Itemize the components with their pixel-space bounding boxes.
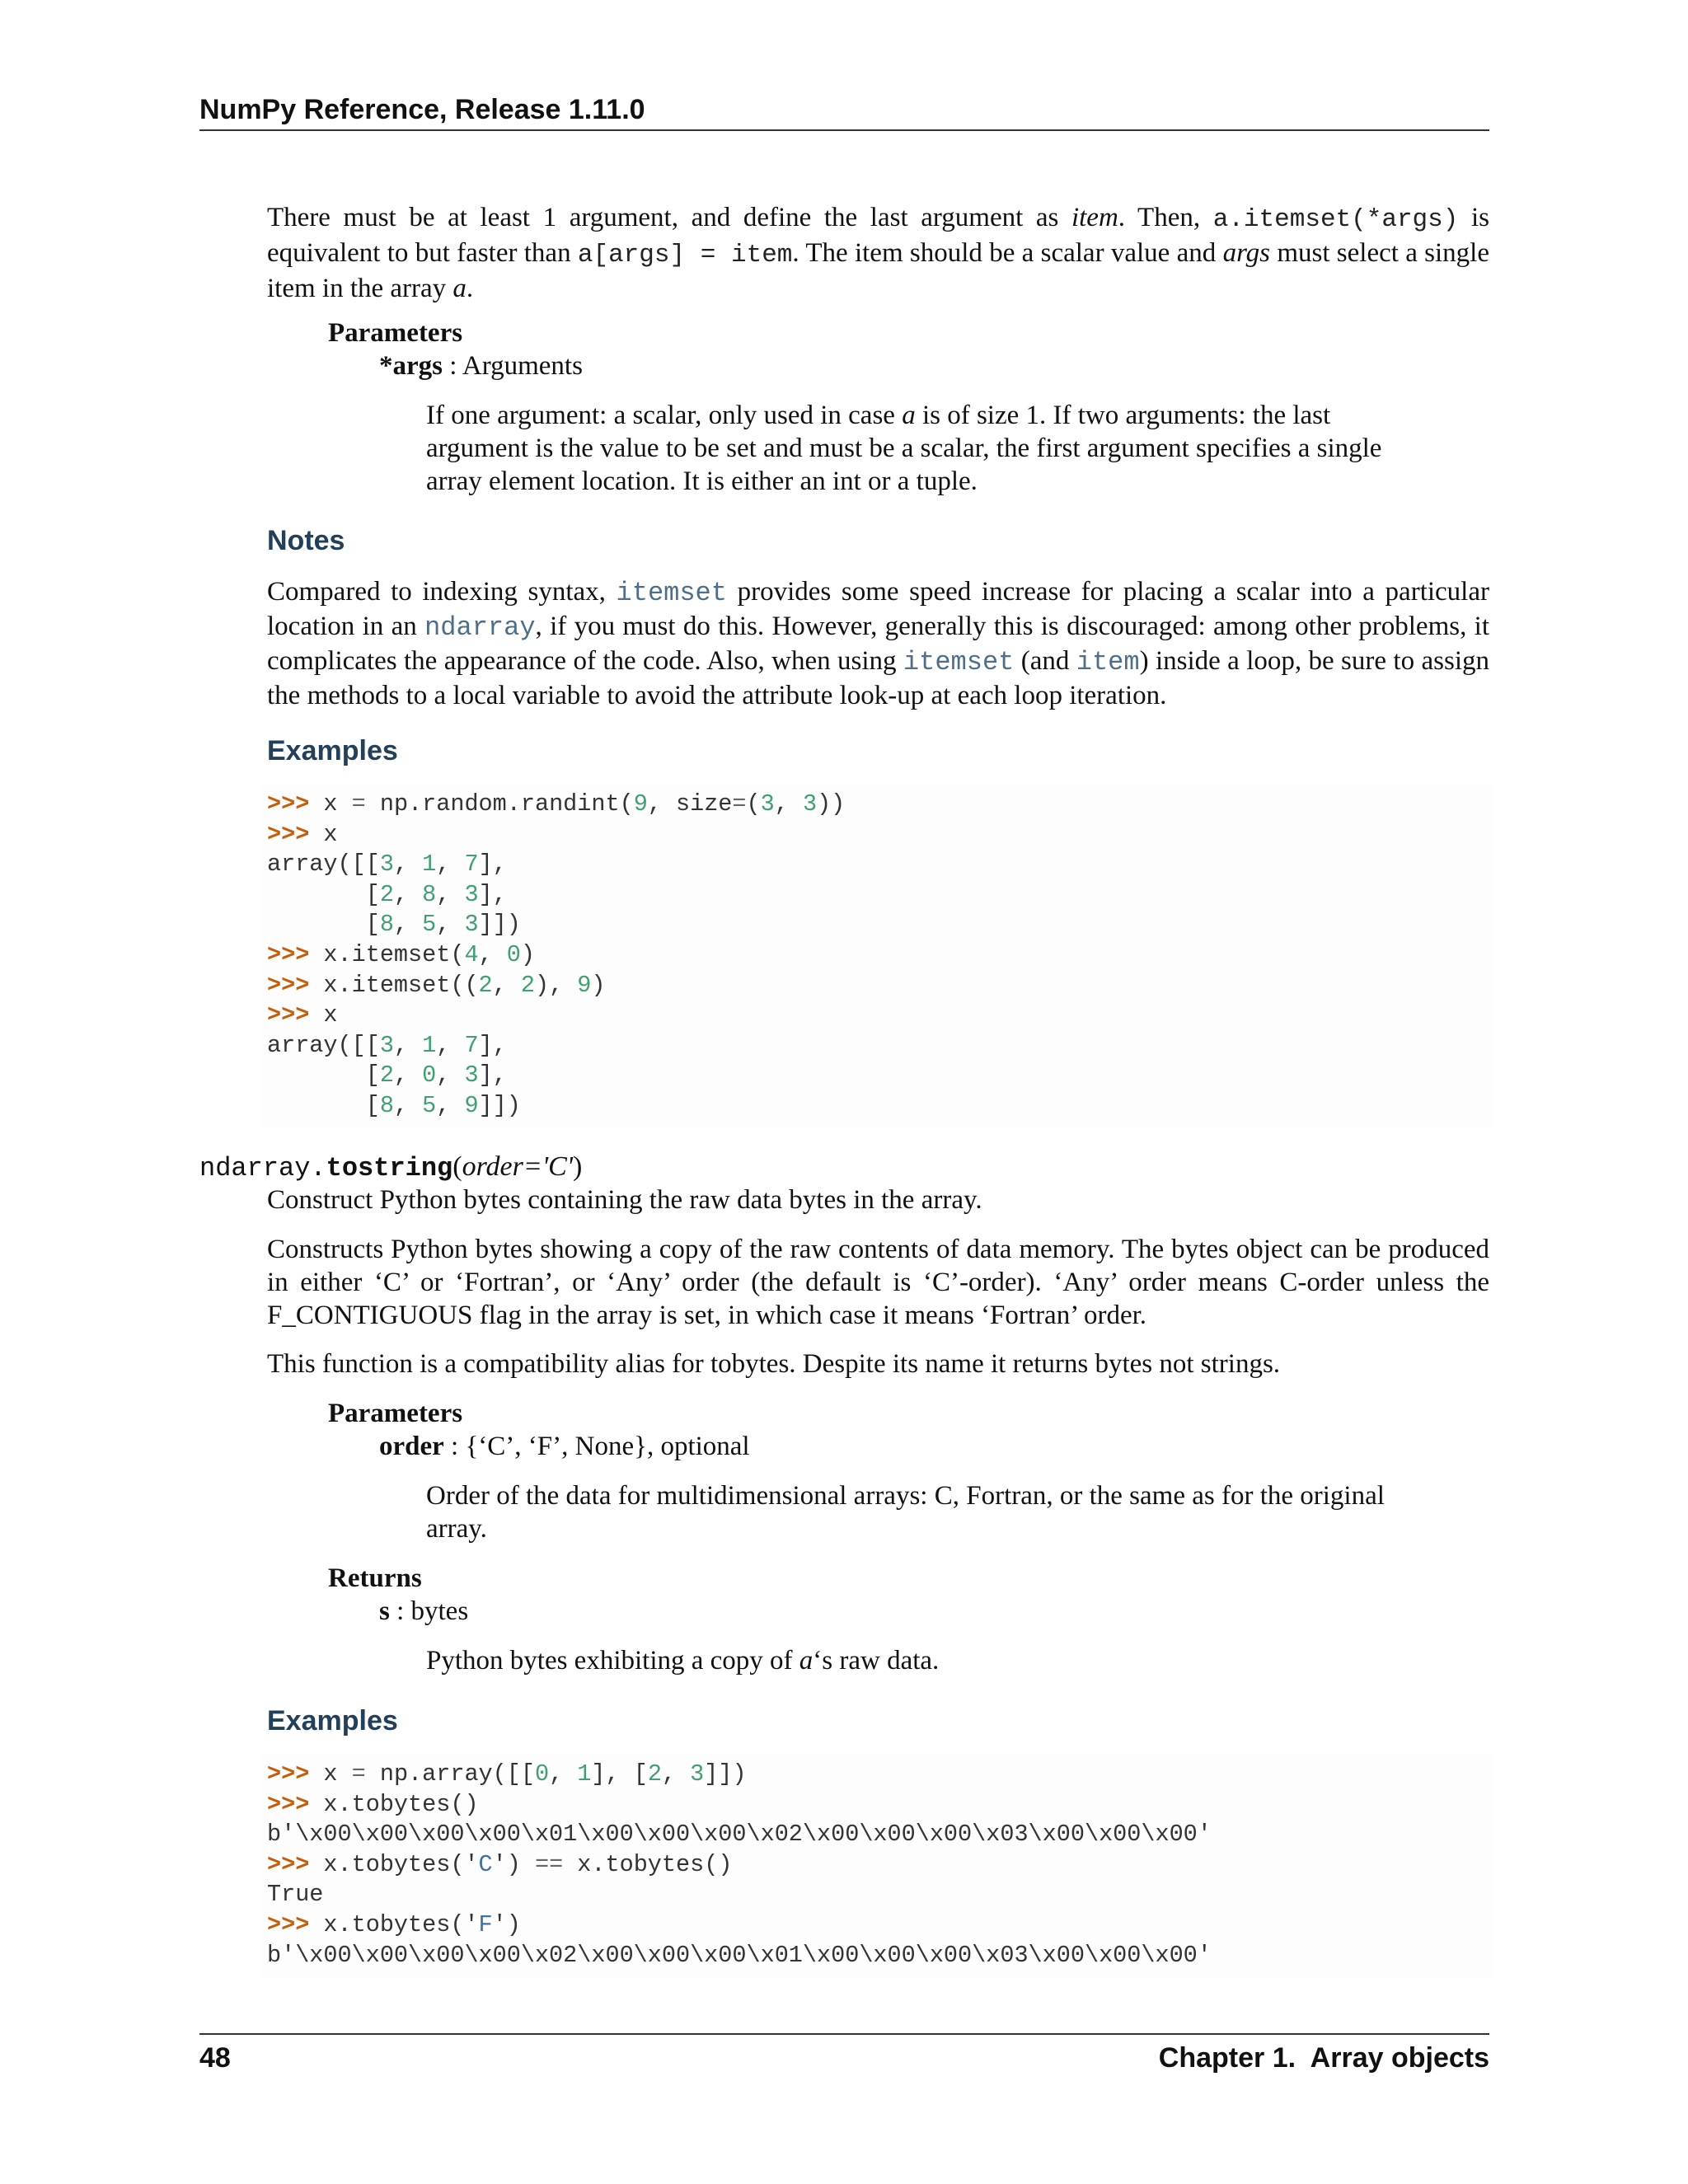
link-item[interactable]: item bbox=[1076, 647, 1140, 677]
link-itemset-2[interactable]: itemset bbox=[903, 647, 1015, 677]
itemset-code-line-9: array([[3, 1, 7], bbox=[267, 1031, 507, 1059]
tostring-param-order-description: Order of the data for multidimensional arrays: C, Fortran, or the same as for the original array. bbox=[426, 1481, 1385, 1544]
tostring-return-s: s : bytes bbox=[379, 1596, 469, 1626]
code-block-tostring bbox=[267, 1760, 1212, 1971]
itemset-parameters-heading: Parameters bbox=[328, 318, 463, 348]
footer-rule bbox=[199, 2033, 1489, 2035]
page-number: 48 bbox=[199, 2042, 231, 2074]
tostring-alias-note: This function is a compatibility alias for tobytes. Despite its name it returns bytes not strings. bbox=[267, 1349, 1281, 1379]
tostring-code-line-3: b'\x00\x00\x00\x00\x01\x00\x00\x00\x02\x00\x00\x00\x03\x00\x00\x00' bbox=[267, 1821, 1212, 1849]
notes-heading: Notes bbox=[267, 525, 345, 556]
examples-heading-itemset: Examples bbox=[267, 735, 398, 766]
tostring-code-line-4: >>> x.tobytes('C') == x.tobytes() bbox=[267, 1850, 733, 1878]
itemset-code-line-10: [2, 0, 3], bbox=[267, 1062, 507, 1090]
itemset-code-line-7: >>> x.itemset((2, 2), 9) bbox=[267, 971, 606, 999]
link-itemset[interactable]: itemset bbox=[616, 578, 727, 608]
tostring-parameters-heading: Parameters bbox=[328, 1399, 463, 1428]
examples-heading-tostring: Examples bbox=[267, 1705, 398, 1736]
inline-code-itemset-call: a.itemset(*args) bbox=[1212, 205, 1459, 234]
tostring-signature: ndarray.tostring(order='C') bbox=[199, 1151, 583, 1183]
header-rule bbox=[199, 129, 1489, 131]
tostring-code-line-6: >>> x.tobytes('F') bbox=[267, 1910, 521, 1938]
itemset-code-line-3: array([[3, 1, 7], bbox=[267, 851, 507, 879]
tostring-returns-heading: Returns bbox=[328, 1563, 422, 1593]
itemset-code-line-1: >>> x = np.random.randint(9, size=(3, 3)) bbox=[267, 790, 846, 818]
tostring-code-line-5: True bbox=[267, 1881, 324, 1909]
itemset-code-line-5: [8, 5, 3]]) bbox=[267, 911, 521, 939]
tostring-summary: Construct Python bytes containing the raw data bytes in the array. bbox=[267, 1185, 982, 1215]
itemset-code-line-11: [8, 5, 9]]) bbox=[267, 1091, 521, 1119]
itemset-intro-paragraph: There must be at least 1 argument, and define the last argument as item. Then, a.itemset(*args) is equivalent to but faster than a[args] = item. The item should be a scalar value and args must select a single item in the array a. bbox=[267, 203, 1489, 303]
itemset-param-args: *args : Arguments bbox=[379, 351, 583, 381]
running-header-title: NumPy Reference, Release 1.11.0 bbox=[199, 94, 645, 125]
link-ndarray[interactable]: ndarray bbox=[424, 612, 536, 643]
tostring-return-description: Python bytes exhibiting a copy of a‘s raw data. bbox=[426, 1646, 940, 1675]
inline-code-assign: a[args] = item bbox=[577, 241, 793, 269]
itemset-code-line-6: >>> x.itemset(4, 0) bbox=[267, 940, 535, 968]
footer-chapter: Chapter 1. Array objects bbox=[1158, 2042, 1489, 2074]
tostring-description: Constructs Python bytes showing a copy of the raw contents of data memory. The bytes object can be produced in either ‘C’ or ‘Fortran’, or ‘Any’ order (the default is ‘C’-order). ‘Any’ order means C-order unless the F_CONTIGUOUS flag in the array is set, in which case it means ‘Fortran’ order. bbox=[267, 1235, 1489, 1330]
tostring-code-line-7: b'\x00\x00\x00\x00\x02\x00\x00\x00\x01\x00\x00\x00\x03\x00\x00\x00' bbox=[267, 1941, 1212, 1969]
itemset-param-args-description: If one argument: a scalar, only used in case a is of size 1. If two arguments: the last argument is the value to be set and must be a scalar, the first argument specifies a single array element location. It is either an int or a tuple. bbox=[426, 401, 1382, 496]
tostring-code-line-1: >>> x = np.array([[0, 1], [2, 3]]) bbox=[267, 1760, 747, 1788]
tostring-param-order: order : {‘C’, ‘F’, None}, optional bbox=[379, 1432, 750, 1461]
tostring-code-line-2: >>> x.tobytes() bbox=[267, 1790, 479, 1818]
itemset-code-line-2: >>> x bbox=[267, 820, 338, 848]
code-block-itemset bbox=[267, 790, 845, 1122]
itemset-code-line-4: [2, 8, 3], bbox=[267, 880, 507, 908]
notes-paragraph: Compared to indexing syntax, itemset provides some speed increase for placing a scalar into a particular location in an ndarray, if you must do this. However, generally this is discouraged: among other problems, it complicates the appearance of the code. Also, when using itemset (and item) inside a loop, be sure to assign the methods to a local variable to avoid the attribute look-up at each loop iteration. bbox=[267, 577, 1489, 710]
itemset-code-line-8: >>> x bbox=[267, 1001, 338, 1029]
